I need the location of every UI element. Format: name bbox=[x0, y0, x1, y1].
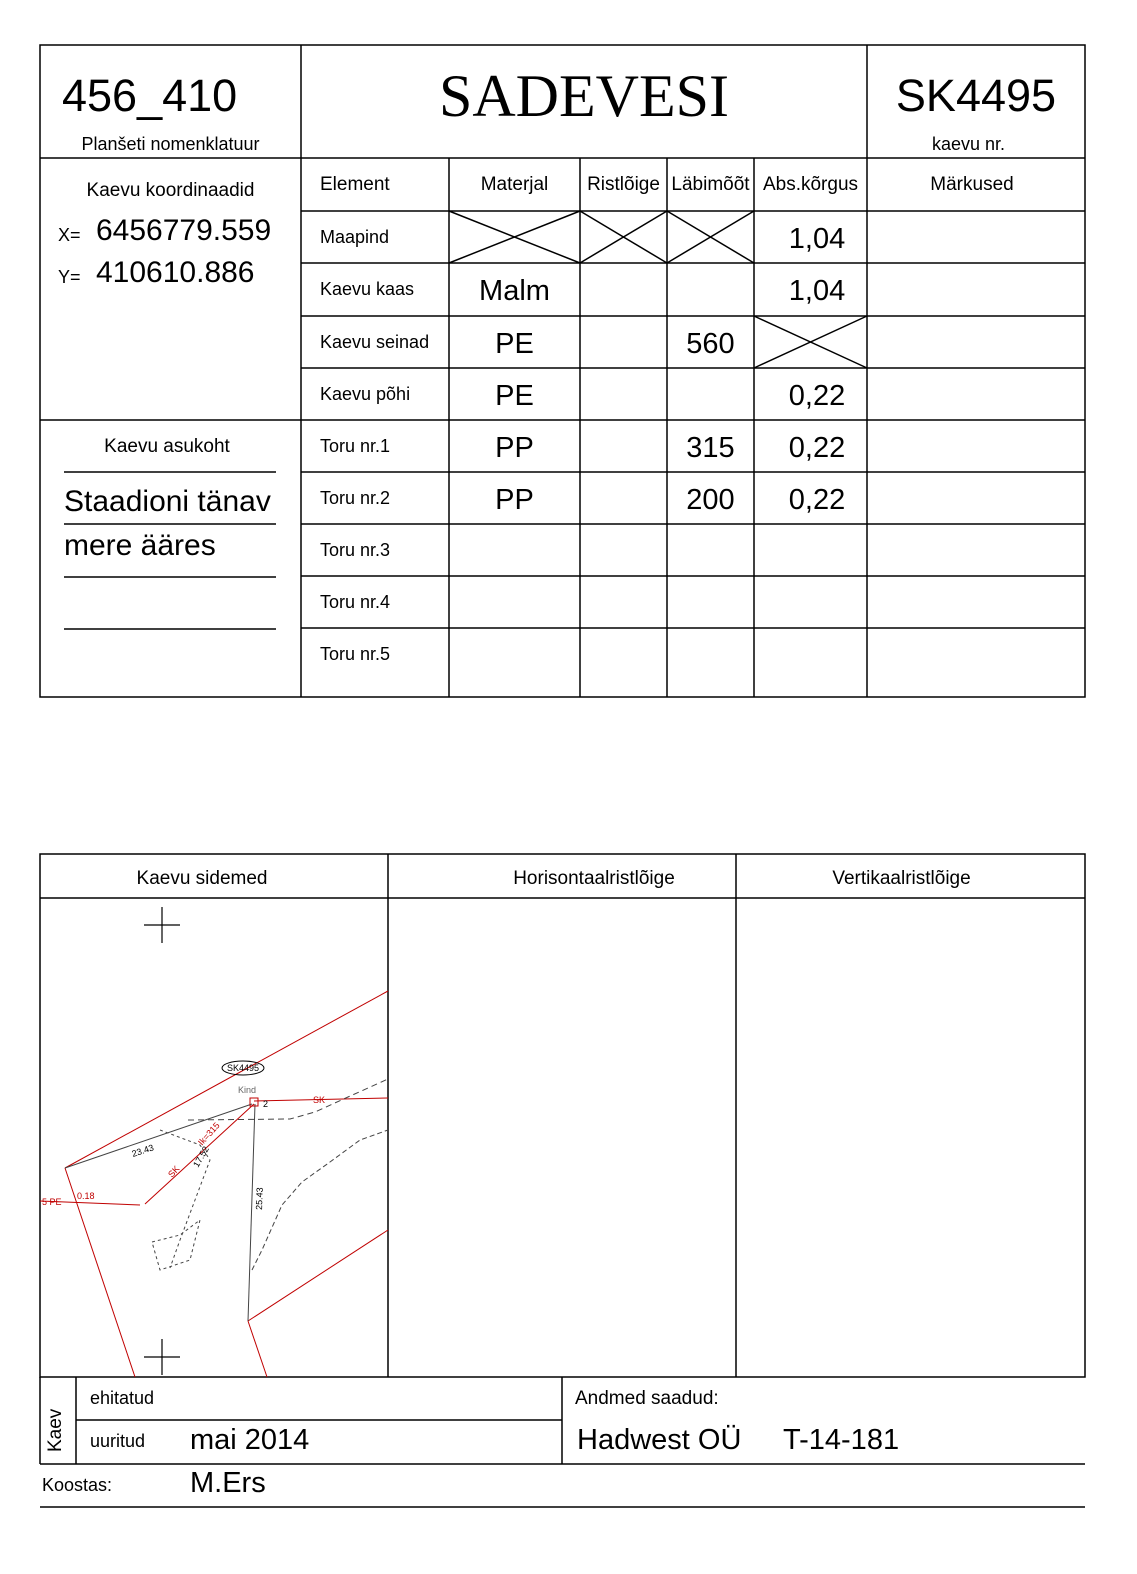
author-label: Koostas: bbox=[42, 1475, 113, 1495]
table-cell-labimoot: 315 bbox=[686, 432, 735, 464]
sketch-left-label: 5 PE bbox=[42, 1197, 62, 1207]
table-cell-element: Toru nr.1 bbox=[320, 436, 391, 456]
property-boundary-right bbox=[248, 1230, 388, 1321]
y-coordinate: 410610.886 bbox=[96, 256, 255, 289]
surveyed-value: mai 2014 bbox=[190, 1424, 310, 1456]
property-boundary-left bbox=[65, 1168, 135, 1377]
table-cell-abs: 0,22 bbox=[788, 432, 846, 464]
col-header-materjal: Materjal bbox=[480, 174, 549, 195]
x-prefix: X= bbox=[58, 225, 81, 245]
well-id: SK4495 bbox=[895, 70, 1057, 121]
table-cell-element: Maapind bbox=[320, 227, 390, 247]
location-line-2: mere ääres bbox=[64, 529, 216, 562]
surveyed-label: uuritud bbox=[90, 1431, 146, 1451]
data-source-label: Andmed saadud: bbox=[575, 1388, 719, 1409]
section-vertical-title: Vertikaalristlõige bbox=[832, 868, 971, 889]
sheet-number: 456_410 bbox=[62, 70, 238, 121]
sketch-node-label: 2 bbox=[263, 1099, 269, 1109]
table-cell-materjal: Malm bbox=[479, 275, 550, 307]
table-cell-abs: 1,04 bbox=[788, 223, 846, 255]
table-cell-element: Toru nr.2 bbox=[320, 488, 391, 508]
table-cell-element: Kaevu kaas bbox=[320, 279, 415, 299]
table-cell-abs: 1,04 bbox=[788, 275, 846, 307]
table-cell-abs: 0,22 bbox=[788, 484, 846, 516]
sketch-well-label: SK4495 bbox=[226, 1063, 260, 1073]
sketch-dim-2: 17.52 bbox=[191, 1144, 211, 1169]
sketch-dim-1: 23.43 bbox=[130, 1142, 156, 1159]
section-links-title: Kaevu sidemed bbox=[136, 868, 268, 889]
table-cell-materjal: PE bbox=[495, 380, 534, 412]
sketch-left-value: 0.18 bbox=[77, 1191, 95, 1201]
table-cell-labimoot: 200 bbox=[686, 484, 735, 516]
section-horizontal-title: Horisontaalristlõige bbox=[513, 868, 675, 889]
sketch-sk-mid: SK bbox=[166, 1163, 182, 1180]
table-cell-element: Toru nr.3 bbox=[320, 540, 391, 560]
well-id-label: kaevu nr. bbox=[931, 134, 1006, 154]
property-boundary-line bbox=[65, 991, 388, 1168]
table-cell-element: Toru nr.4 bbox=[320, 592, 391, 612]
sketch-kind-label: Kind bbox=[238, 1085, 257, 1095]
coordinates-label: Kaevu koordinaadid bbox=[86, 180, 255, 201]
col-header-abs-korgus: Abs.kõrgus bbox=[762, 174, 859, 195]
x-coordinate: 6456779.559 bbox=[96, 214, 272, 247]
author-value: M.Ers bbox=[190, 1467, 266, 1499]
y-prefix: Y= bbox=[58, 267, 81, 287]
table-cell-abs: 0,22 bbox=[788, 380, 846, 412]
sketch-pipe-label: Ik=315 bbox=[196, 1120, 222, 1148]
col-header-ristloige: Ristlõige bbox=[587, 174, 660, 195]
crosshair-top bbox=[144, 907, 180, 943]
table-cell-materjal: PP bbox=[495, 484, 534, 516]
sketch-dim-3: 25.43 bbox=[254, 1187, 265, 1211]
sketch-sk-top: SK bbox=[313, 1095, 326, 1105]
col-header-markused: Märkused bbox=[930, 174, 1014, 195]
table-cell-materjal: PP bbox=[495, 432, 534, 464]
crosshair-bottom bbox=[144, 1339, 180, 1375]
location-label: Kaevu asukoht bbox=[104, 436, 230, 457]
location-line-1: Staadioni tänav bbox=[64, 485, 271, 518]
table-cell-element: Kaevu põhi bbox=[320, 384, 411, 404]
table-cell-materjal: PE bbox=[495, 328, 534, 360]
footer-vertical-label: Kaev bbox=[45, 1408, 66, 1452]
table-cell-labimoot: 560 bbox=[686, 328, 735, 360]
col-header-labimoot: Läbimõõt bbox=[671, 174, 750, 195]
data-source-code: T-14-181 bbox=[783, 1424, 900, 1456]
table-cell-element: Toru nr.5 bbox=[320, 644, 391, 664]
sheet-number-label: Planšeti nomenklatuur bbox=[81, 134, 260, 154]
built-label: ehitatud bbox=[90, 1388, 155, 1408]
page-title: SADEVESI bbox=[438, 63, 729, 129]
col-header-element: Element bbox=[320, 174, 390, 195]
data-source-company: Hadwest OÜ bbox=[577, 1424, 742, 1456]
table-cell-element: Kaevu seinad bbox=[320, 332, 430, 352]
